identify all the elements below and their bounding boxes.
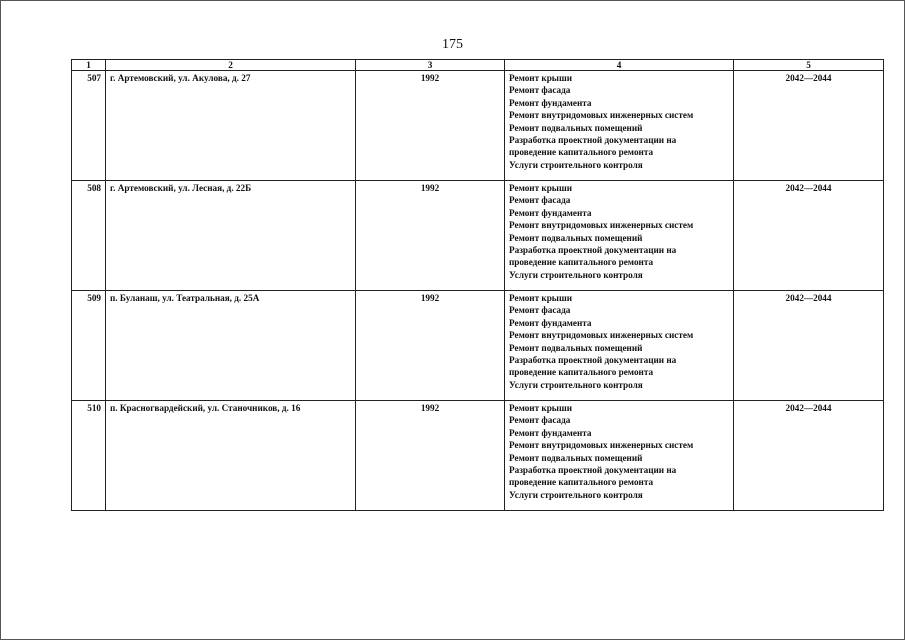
work-item: Ремонт фундамента — [509, 427, 592, 438]
repair-schedule-table — [71, 59, 884, 511]
header-row — [72, 60, 884, 71]
building-address: г. Артемовский, ул. Лесная, д. 22Б — [106, 181, 356, 291]
works-list — [505, 71, 734, 181]
work-item: Услуги строительного контроля — [509, 159, 643, 170]
column-header-2: 2 — [106, 60, 356, 71]
works-list — [505, 291, 734, 401]
work-item: Разработка проектной документации на — [509, 245, 677, 256]
column-header-3: 3 — [356, 60, 505, 71]
commission-year: 1992 — [356, 71, 505, 181]
repair-period: 2042—2044 — [734, 181, 884, 291]
work-item: Ремонт фундамента — [509, 317, 592, 328]
commission-year: 1992 — [356, 181, 505, 291]
work-item: Ремонт фасада — [509, 195, 571, 206]
table-row — [72, 181, 884, 291]
works-list — [505, 181, 734, 291]
work-item: Ремонт подвальных помещений — [509, 122, 643, 133]
work-item: Ремонт крыши — [509, 403, 573, 413]
table-row — [72, 401, 884, 511]
work-item: проведение капитального ремонта — [509, 257, 654, 268]
commission-year: 1992 — [356, 401, 505, 511]
work-item: Разработка проектной документации на — [509, 355, 677, 366]
work-item: проведение капитального ремонта — [509, 367, 654, 378]
work-item: проведение капитального ремонта — [509, 147, 654, 158]
work-item: Ремонт внутридомовых инженерных систем — [509, 330, 694, 341]
work-item: Разработка проектной документации на — [509, 465, 677, 476]
work-item: Ремонт внутридомовых инженерных систем — [509, 110, 694, 121]
work-item: Ремонт крыши — [509, 293, 573, 303]
work-item: Услуги строительного контроля — [509, 489, 643, 500]
work-item: Ремонт подвальных помещений — [509, 342, 643, 353]
work-item: Ремонт внутридомовых инженерных систем — [509, 220, 694, 231]
row-number: 509 — [72, 291, 106, 401]
work-item: Ремонт подвальных помещений — [509, 452, 643, 463]
column-header-1: 1 — [72, 60, 106, 71]
work-item: Ремонт фундамента — [509, 97, 592, 108]
work-item: проведение капитального ремонта — [509, 477, 654, 488]
work-item: Ремонт внутридомовых инженерных систем — [509, 440, 694, 451]
table-row — [72, 291, 884, 401]
commission-year: 1992 — [356, 291, 505, 401]
work-item: Ремонт фундамента — [509, 207, 592, 218]
row-number: 507 — [72, 71, 106, 181]
column-header-4: 4 — [505, 60, 734, 71]
work-item: Разработка проектной документации на — [509, 135, 677, 146]
repair-period: 2042—2044 — [734, 401, 884, 511]
row-number: 510 — [72, 401, 106, 511]
work-item: Ремонт фасада — [509, 305, 571, 316]
work-item: Ремонт крыши — [509, 183, 573, 193]
work-item: Услуги строительного контроля — [509, 379, 643, 390]
work-item: Ремонт фасада — [509, 85, 571, 96]
column-header-5: 5 — [734, 60, 884, 71]
work-item: Ремонт фасада — [509, 415, 571, 426]
table-row — [72, 71, 884, 181]
page-number: 175 — [442, 37, 463, 52]
repair-period: 2042—2044 — [734, 291, 884, 401]
building-address: п. Красногвардейский, ул. Станочников, д. 16 — [106, 401, 356, 511]
work-item: Ремонт подвальных помещений — [509, 232, 643, 243]
works-list — [505, 401, 734, 511]
repair-period: 2042—2044 — [734, 71, 884, 181]
building-address: п. Буланаш, ул. Театральная, д. 25А — [106, 291, 356, 401]
work-item: Ремонт крыши — [509, 73, 573, 83]
work-item: Услуги строительного контроля — [509, 269, 643, 280]
building-address: г. Артемовский, ул. Акулова, д. 27 — [106, 71, 356, 181]
row-number: 508 — [72, 181, 106, 291]
